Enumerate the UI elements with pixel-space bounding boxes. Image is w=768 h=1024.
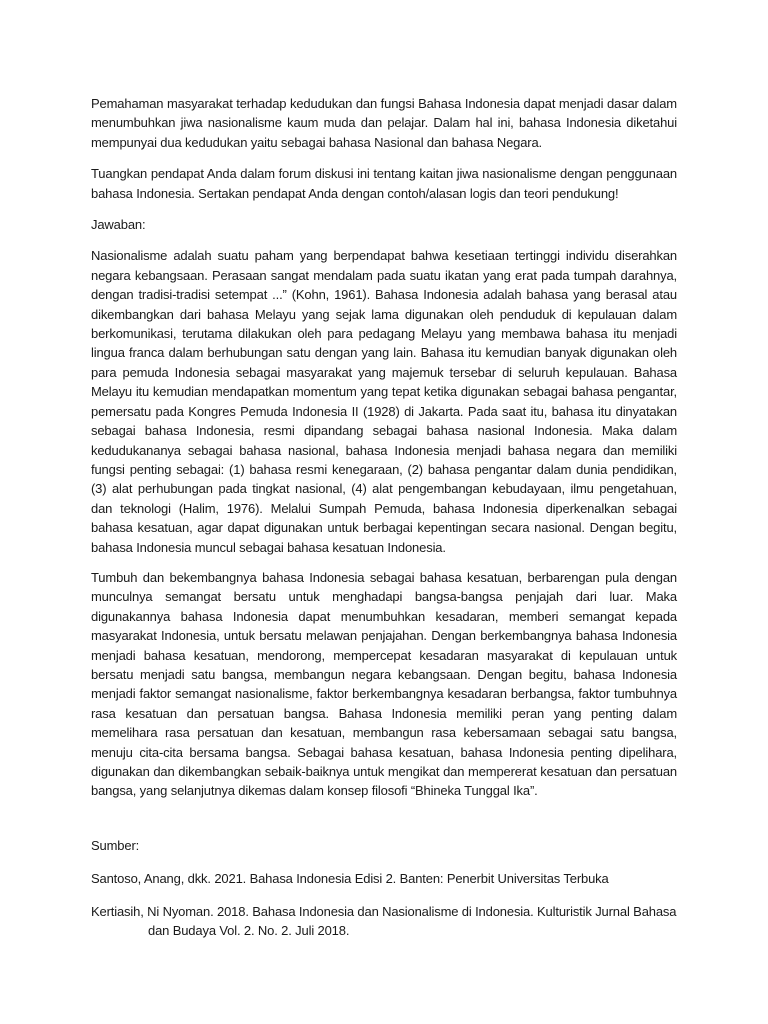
reference-item: Kertiasih, Ni Nyoman. 2018. Bahasa Indonesia dan Nasionalisme di Indonesia. Kulturistik Jurnal Bahasa dan Budaya Vol. 2. No. 2. Juli 2018.	[91, 903, 677, 939]
instruction-paragraph: Tuangkan pendapat Anda dalam forum diskusi ini tentang kaitan jiwa nasionalisme dengan penggunaan bahasa Indonesia. Sertakan pendapat Anda dengan contoh/alasan logis dan teori pendukung!	[91, 166, 677, 201]
answer-label: Jawaban:	[91, 217, 146, 233]
reference-item: Santoso, Anang, dkk. 2021. Bahasa Indonesia Edisi 2. Banten: Penerbit Universitas Terbuka	[91, 871, 609, 887]
answer-paragraph: Tumbuh dan bekembangnya bahasa Indonesia sebagai bahasa kesatuan, berbarengan pula dengan munculnya semangat bersatu untuk menghadapi bangsa-bangsa penjajah dari luar. Maka digunakannya bahasa Indonesia dapat menumbuhkan kesadaran, memberi semangat kepada masyarakat Indonesia, untuk bersatu melawan penjajahan. Dengan berkembangnya bahasa Indonesia menjadi bahasa kesatuan, mendorong, mempercepat kesadaran masyarakat di kepulauan untuk bersatu menjadi satu bangsa, membangun negara kebangsaan. Dengan begitu, bahasa Indonesia menjadi faktor semangat nasionalisme, faktor berkembangnya kesadaran berbangsa, faktor tumbuhnya rasa kesatuan dan persatuan bangsa. Bahasa Indonesia memiliki peran yang penting dalam memelihara rasa persatuan dan kesatuan, membangun rasa kebersamaan sebagai satu bangsa, menuju cita-cita bersama bangsa. Sebagai bahasa kesatuan, bahasa Indonesia penting dipelihara, digunakan dan dikembangkan sebaik-baiknya untuk mengikat dan mempererat kesatuan dan persatuan bangsa, yang selanjutnya dikemas dalam konsep filosofi “Bhineka Tunggal Ika”.	[91, 569, 677, 799]
document-page	[91, 94, 677, 940]
answer-paragraph: Nasionalisme adalah suatu paham yang berpendapat bahwa kesetiaan tertinggi individu diserahkan negara kebangsaan. Perasaan sangat mendalam pada suatu ikatan yang erat pada tumpah darahnya, dengan tradisi-tradisi setempat ...” (Kohn, 1961). Bahasa Indonesia adalah bahasa yang berasal atau dikembangkan dari bahasa Melayu yang sejak lama digunakan oleh penduduk di kepulauan dalam berkomunikasi, terutama dilakukan oleh para pedagang Melayu yang membawa bahasa itu menjadi lingua franca dalam berhubungan satu dengan yang lain. Bahasa itu kemudian banyak digunakan oleh para pemuda Indonesia sebagai masyarakat yang majemuk tersebar di seluruh kepulauan. Bahasa Melayu itu kemudian mendapatkan momentum yang tepat ketika digunakan sebagai bahasa pengantar, pemersatu pada Kongres Pemuda Indonesia II (1928) di Jakarta. Pada saat itu, bahasa itu dinyatakan sebagai bahasa Indonesia, resmi dipandang sebagai bahasa nasional Indonesia. Maka dalam kedudukananya sebagai bahasa nasional, bahasa Indonesia menjadi bahasa negara dan memiliki fungsi penting sebagai: (1) bahasa resmi kenegaraan, (2) bahasa pengantar dalam dunia pendidikan, (3) alat perhubungan pada tingkat nasional, (4) alat pengembangan kebudayaan, ilmu pengetahuan, dan teknologi (Halim, 1976). Melalui Sumpah Pemuda, bahasa Indonesia diperkenalkan sebagai bahasa kesatuan, agar dapat digunakan untuk berbagai kepentingan secara nasional. Dengan begitu, bahasa Indonesia muncul sebagai bahasa kesatuan Indonesia.	[91, 248, 677, 555]
question-paragraph: Pemahaman masyarakat terhadap kedudukan dan fungsi Bahasa Indonesia dapat menjadi dasar dalam menumbuhkan jiwa nasionalisme kaum muda dan pelajar. Dalam hal ini, bahasa Indonesia diketahui mempunyai dua kedudukan yaitu sebagai bahasa Nasional dan bahasa Negara.	[91, 96, 677, 150]
sources-heading: Sumber:	[91, 837, 140, 853]
